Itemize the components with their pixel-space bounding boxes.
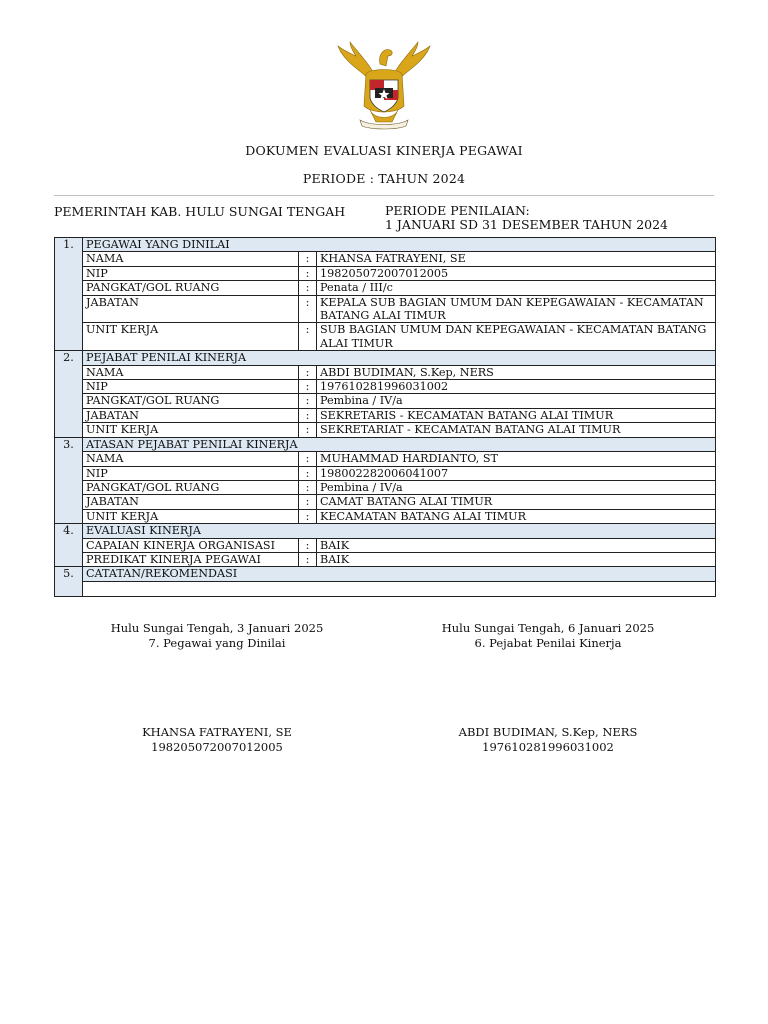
field-value: MUHAMMAD HARDIANTO, ST (317, 452, 716, 466)
section-number: 1. (55, 238, 83, 351)
field-value: BAIK (317, 552, 716, 566)
field-label: NAMA (83, 252, 299, 266)
field-label: JABATAN (83, 495, 299, 509)
signatory-name: ABDI BUDIMAN, S.Kep, NERS (458, 725, 638, 739)
field-label: NAMA (83, 365, 299, 379)
evaluation-table (54, 237, 716, 597)
section-title: CATATAN/REKOMENDASI (83, 567, 716, 581)
signature-name-left (67, 725, 367, 755)
field-colon: : (299, 266, 317, 280)
table-row (55, 365, 716, 379)
field-label: PREDIKAT KINERJA PEGAWAI (83, 552, 299, 566)
field-colon: : (299, 466, 317, 480)
field-value: SUB BAGIAN UMUM DAN KEPEGAWAIAN - KECAMATAN BATANG ALAI TIMUR (317, 323, 716, 351)
field-colon: : (299, 281, 317, 295)
table-row (55, 538, 716, 552)
section-title: PEJABAT PENILAI KINERJA (83, 351, 716, 365)
field-colon: : (299, 394, 317, 408)
field-value: 198002282006041007 (317, 466, 716, 480)
table-row (55, 408, 716, 422)
field-label: CAPAIAN KINERJA ORGANISASI (83, 538, 299, 552)
notes-row (55, 581, 716, 596)
signatory-name: KHANSA FATRAYENI, SE (142, 725, 292, 739)
field-label: NIP (83, 380, 299, 394)
field-value: Penata / III/c (317, 281, 716, 295)
field-value: CAMAT BATANG ALAI TIMUR (317, 495, 716, 509)
signature-name-right (398, 725, 698, 755)
field-label: PANGKAT/GOL RUANG (83, 480, 299, 494)
document-period: PERIODE : TAHUN 2024 (302, 171, 466, 186)
field-value: SEKRETARIAT - KECAMATAN BATANG ALAI TIMUR (317, 423, 716, 437)
signature-block-left (67, 621, 367, 651)
table-row (55, 266, 716, 280)
field-colon: : (299, 452, 317, 466)
signature-role: 6. Pejabat Penilai Kinerja (474, 636, 622, 650)
table-row (55, 323, 716, 351)
field-label: NIP (83, 466, 299, 480)
section-title: ATASAN PEJABAT PENILAI KINERJA (83, 437, 716, 451)
field-colon: : (299, 423, 317, 437)
section-number: 4. (55, 524, 83, 567)
table-row (55, 423, 716, 437)
signature-role: 7. Pegawai yang Dinilai (148, 636, 286, 650)
section-title: PEGAWAI YANG DINILAI (83, 238, 716, 252)
field-label: UNIT KERJA (83, 323, 299, 351)
field-value: KEPALA SUB BAGIAN UMUM DAN KEPEGAWAIAN - KECAMATAN BATANG ALAI TIMUR (317, 295, 716, 323)
field-colon: : (299, 323, 317, 351)
field-value: ABDI BUDIMAN, S.Kep, NERS (317, 365, 716, 379)
table-row (55, 394, 716, 408)
field-label: UNIT KERJA (83, 509, 299, 523)
field-colon: : (299, 538, 317, 552)
field-colon: : (299, 380, 317, 394)
field-value: Pembina / IV/a (317, 394, 716, 408)
field-label: PANGKAT/GOL RUANG (83, 394, 299, 408)
field-value: KHANSA FATRAYENI, SE (317, 252, 716, 266)
assessment-period-label: PERIODE PENILAIAN: (385, 203, 530, 218)
table-row (55, 495, 716, 509)
section-header-row (55, 351, 716, 365)
table-row (55, 452, 716, 466)
section-header-row (55, 567, 716, 581)
section-header-row (55, 238, 716, 252)
field-value: Pembina / IV/a (317, 480, 716, 494)
table-row (55, 466, 716, 480)
signature-block-right (398, 621, 698, 651)
table-row (55, 480, 716, 494)
field-colon: : (299, 495, 317, 509)
field-value: SEKRETARIS - KECAMATAN BATANG ALAI TIMUR (317, 408, 716, 422)
table-row (55, 295, 716, 323)
field-label: NAMA (83, 452, 299, 466)
field-value: 198205072007012005 (317, 266, 716, 280)
field-value: 197610281996031002 (317, 380, 716, 394)
field-label: PANGKAT/GOL RUANG (83, 281, 299, 295)
signature-place-date: Hulu Sungai Tengah, 6 Januari 2025 (441, 621, 655, 635)
table-row (55, 552, 716, 566)
section-header-row (55, 437, 716, 451)
field-label: NIP (83, 266, 299, 280)
section-number: 3. (55, 437, 83, 523)
field-label: JABATAN (83, 408, 299, 422)
signature-place-date: Hulu Sungai Tengah, 3 Januari 2025 (110, 621, 324, 635)
section-number: 5. (55, 567, 83, 596)
field-colon: : (299, 480, 317, 494)
signatory-nip: 197610281996031002 (482, 740, 614, 754)
field-label: JABATAN (83, 295, 299, 323)
field-value: BAIK (317, 538, 716, 552)
divider-line (54, 195, 714, 196)
institution-name: PEMERINTAH KAB. HULU SUNGAI TENGAH (54, 204, 346, 219)
notes-cell (83, 581, 716, 596)
field-label: UNIT KERJA (83, 423, 299, 437)
field-colon: : (299, 252, 317, 266)
table-row (55, 252, 716, 266)
signatory-nip: 198205072007012005 (151, 740, 283, 754)
garuda-pancasila-emblem-icon (330, 40, 438, 132)
table-row (55, 380, 716, 394)
assessment-period (385, 204, 668, 232)
field-colon: : (299, 295, 317, 323)
field-value: KECAMATAN BATANG ALAI TIMUR (317, 509, 716, 523)
table-row (55, 281, 716, 295)
section-header-row (55, 524, 716, 538)
field-colon: : (299, 552, 317, 566)
section-number: 2. (55, 351, 83, 437)
section-title: EVALUASI KINERJA (83, 524, 716, 538)
field-colon: : (299, 365, 317, 379)
field-colon: : (299, 408, 317, 422)
assessment-period-range: 1 JANUARI SD 31 DESEMBER TAHUN 2024 (385, 217, 669, 232)
document-title: DOKUMEN EVALUASI KINERJA PEGAWAI (245, 143, 523, 158)
field-colon: : (299, 509, 317, 523)
table-row (55, 509, 716, 523)
